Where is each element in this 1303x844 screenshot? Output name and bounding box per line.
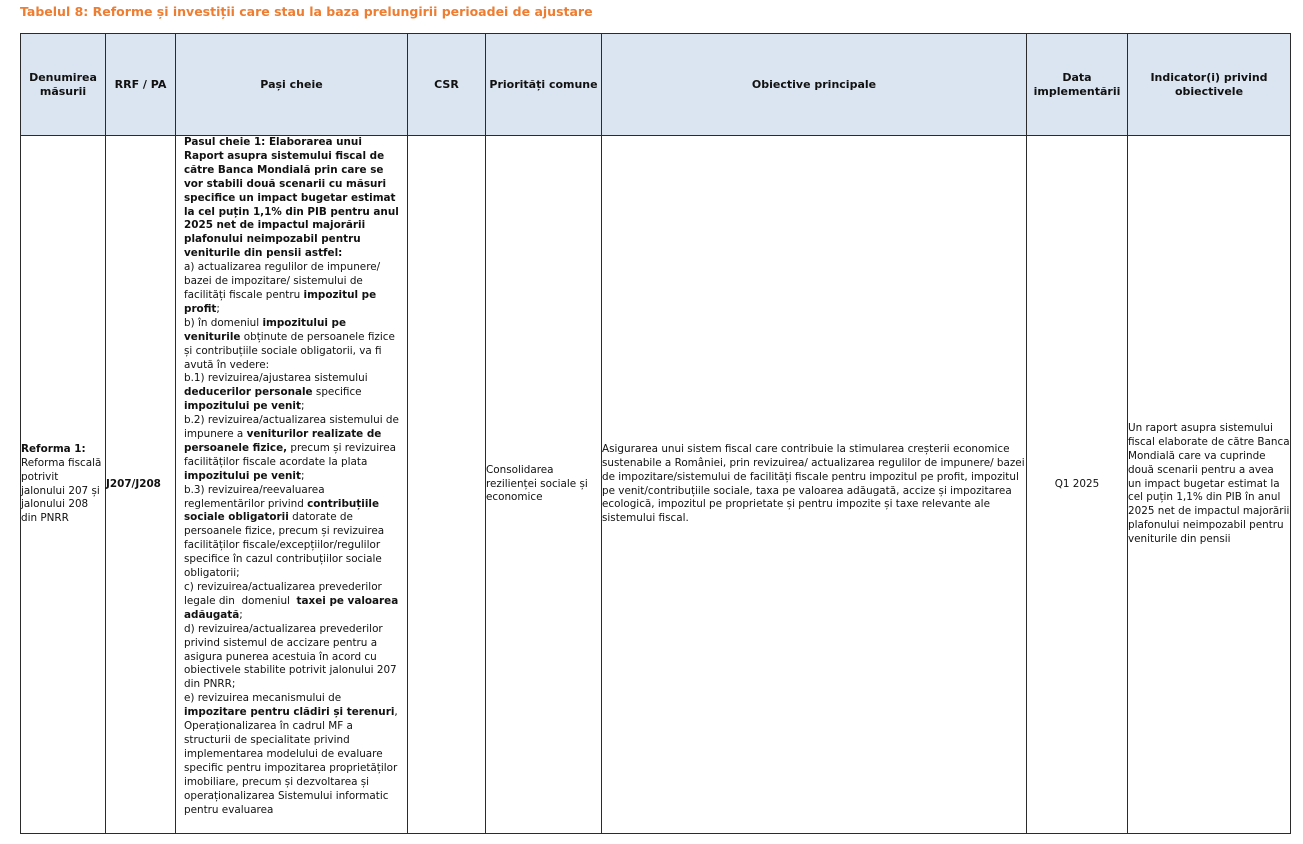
- key-step-segment: ; b.3) revizuirea/reevaluarea reglementărilor privind: [184, 469, 325, 510]
- date-value: Q1 2025: [1054, 477, 1100, 490]
- key-step-bold-segment: Pasul cheie 1: Elaborarea unui Raport asupra sistemului fiscal de către Banca Mondială prin care se vor stabili două scenarii cu măsuri specifice un impact bugetar estimat la cel puțin 1,1% din PIB pentru anul 2025 net de impactul majorării plafonului neimpozabil pentru veniturile din pensii astfel:: [184, 136, 403, 260]
- header-denumirea: Denumirea măsurii: [21, 34, 106, 136]
- table-caption: Tabelul 8: Reforme și investiții care stau la baza prelungirii perioadei de ajustare: [20, 4, 593, 19]
- rrf-value: J207/J208: [106, 477, 161, 490]
- cell-implementation-date: [1027, 136, 1128, 834]
- key-step-bold-segment: impozitului pe veniturile: [184, 316, 350, 343]
- key-step-segment: , Operaționalizarea în cadrul MF a structurii de specialitate privind implementarea modelului de evaluare specific pentru impozitarea proprietăților imobiliare, precum și dezvoltarea și operaționalizarea Sistemului informatic pentru evaluarea: [184, 706, 402, 816]
- header-data: Data implementării: [1027, 34, 1128, 136]
- key-step-bold-segment: taxei pe valoarea adăugată: [184, 594, 402, 621]
- key-step-bold-segment: impozitului pe venit: [184, 400, 301, 413]
- key-step-bold-segment: impozitului pe venit: [184, 469, 301, 482]
- key-step-bold-segment: veniturilor realizate de persoanele fizice,: [184, 428, 385, 454]
- key-step-bold-segment: contribuțiile sociale obligatorii: [184, 497, 383, 524]
- key-step-segment: ; b.2) revizuirea/actualizarea sistemului de impunere a: [184, 400, 399, 441]
- header-obiective: Obiective principale: [602, 34, 1027, 136]
- key-step-segment: precum și revizuirea facilităților fiscale acordate la plata: [184, 441, 400, 468]
- header-pasi-cheie: Pași cheie: [176, 34, 408, 136]
- cell-key-steps: [176, 136, 408, 834]
- table-row: [21, 136, 1291, 834]
- cell-objectives: [602, 136, 1027, 834]
- cell-indicator: [1128, 136, 1291, 834]
- objectives-value: Asigurarea unui sistem fiscal care contribuie la stimularea creșterii economice sustenabile a României, prin revizuirea/ actualizarea regulilor de impunere/ bazei de impozitare/sistemului de facilități fiscale pentru impozitul pe profit, impozitul pe venit/contribuțiile sociale, taxa pe valoarea adăugată, accize și impozitarea ecologică, impozitul pe proprietate și pentru impozite și taxe relevante ale sistemului fiscal.: [602, 442, 1025, 525]
- key-step-segment: datorate de persoanele fizice, precum și revizuirea facilităților fiscale/excepțiilor/regulilor specifice în cazul contribuțiilor sociale obligatorii; c) revizuirea/actualizarea prevederilor legale din domeniul: [184, 511, 385, 607]
- key-step-segment: specifice: [312, 386, 365, 399]
- cell-rrf-pa: [106, 136, 176, 834]
- measure-description: Reforma fiscală potrivit jalonului 207 și jalonului 208 din PNRR: [21, 456, 102, 525]
- header-indicator: Indicator(i) privind obiectivele: [1128, 34, 1291, 136]
- key-step-bold-segment: deducerilor personale: [184, 386, 313, 399]
- header-rrf-pa: RRF / PA: [106, 34, 176, 136]
- measure-title: Reforma 1:: [21, 442, 86, 455]
- header-csr: CSR: [408, 34, 486, 136]
- header-row: [21, 34, 1291, 136]
- key-steps-text: [176, 136, 407, 833]
- cell-priorities: [486, 136, 602, 834]
- key-step-segment: a) actualizarea regulilor de impunere/ bazei de impozitare/ sistemului de facilități fiscale pentru: [184, 261, 381, 301]
- cell-csr: [408, 136, 486, 834]
- key-step-bold-segment: impozitul pe profit: [184, 288, 380, 315]
- header-prioritati: Priorități comune: [486, 34, 602, 136]
- key-step-segment: obținute de persoanele fizice și contribuțiile sociale obligatorii, va fi avută în vedere: b.1) revizuirea/ajustarea sistemului: [184, 330, 395, 385]
- key-step-bold-segment: impozitare pentru clădiri și terenuri: [184, 706, 395, 719]
- priorities-value: Consolidarea reziliențeі sociale și economice: [486, 463, 588, 504]
- key-step-segment: ; b) în domeniul: [184, 302, 260, 329]
- key-step-segment: ; d) revizuirea/actualizarea prevederilor privind sistemul de accizare pentru a asigura punerea acestuia în acord cu obiectivele stabilite potrivit jalonului 207 din PNRR; e) revizuirea mecanismului de: [184, 608, 397, 705]
- cell-measure-name: [21, 136, 106, 834]
- reforms-table: [20, 33, 1291, 834]
- indicator-value: Un raport asupra sistemului fiscal elaborate de către Banca Mondială care va cuprinde două scenarii pentru a avea un impact bugetar estimat la cel puțin 1,1% din PIB în anul 2025 net de impactul majorării plafonului neimpozabil pentru veniturile din pensii: [1128, 421, 1290, 546]
